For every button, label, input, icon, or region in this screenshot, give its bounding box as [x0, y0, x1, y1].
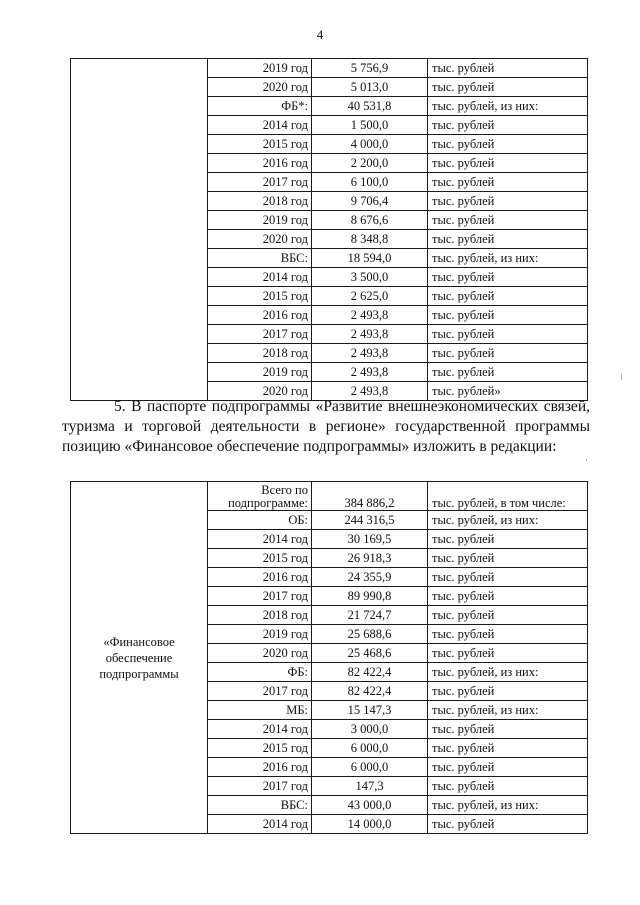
row-unit-cell: тыс. рублей — [428, 568, 588, 587]
row-unit-cell: тыс. рублей — [428, 173, 588, 192]
row-unit-cell: тыс. рублей — [428, 78, 588, 97]
table-row — [71, 59, 588, 78]
row-value-cell: 24 355,9 — [312, 568, 428, 587]
row-unit-cell: тыс. рублей, из них: — [428, 97, 588, 116]
row-value-cell: 2 493,8 — [312, 344, 428, 363]
row-unit-cell: тыс. рублей — [428, 815, 588, 834]
row-unit-cell: тыс. рублей, из них: — [428, 796, 588, 815]
row-label-cell: 2017 год — [208, 587, 312, 606]
amendment-paragraph — [62, 397, 590, 457]
scan-mark: · — [585, 455, 588, 465]
row-unit-cell: тыс. рублей — [428, 549, 588, 568]
row-value-cell: 6 000,0 — [312, 758, 428, 777]
row-label-cell: ФБ*: — [208, 97, 312, 116]
row-unit-cell: тыс. рублей — [428, 587, 588, 606]
row-unit-cell: тыс. рублей» — [428, 382, 588, 401]
row-unit-cell: тыс. рублей — [428, 287, 588, 306]
row-unit-cell: тыс. рублей — [428, 606, 588, 625]
row-value-cell: 2 493,8 — [312, 306, 428, 325]
row-value-cell: 15 147,3 — [312, 701, 428, 720]
row-label-cell: МБ: — [208, 701, 312, 720]
table-row — [71, 482, 588, 511]
row-value-cell: 3 000,0 — [312, 720, 428, 739]
row-label-cell: 2015 год — [208, 135, 312, 154]
row-value-cell: 244 316,5 — [312, 511, 428, 530]
row-label-cell: 2017 год — [208, 325, 312, 344]
row-unit-cell: тыс. рублей — [428, 59, 588, 78]
row-value-cell: 1 500,0 — [312, 116, 428, 135]
row-label-cell: 2014 год — [208, 815, 312, 834]
row-unit-cell: тыс. рублей — [428, 325, 588, 344]
row-unit-cell: тыс. рублей — [428, 268, 588, 287]
row-unit-cell: тыс. рублей — [428, 739, 588, 758]
scan-mark: ⁝ — [620, 372, 623, 382]
row-unit-cell: тыс. рублей — [428, 135, 588, 154]
row-unit-cell: тыс. рублей — [428, 154, 588, 173]
row-label-cell: 2018 год — [208, 192, 312, 211]
row-label-cell: 2019 год — [208, 363, 312, 382]
row-label-cell: ФБ: — [208, 663, 312, 682]
row-unit-cell: тыс. рублей — [428, 625, 588, 644]
row-value-cell: 5 756,9 — [312, 59, 428, 78]
row-value-cell: 25 688,6 — [312, 625, 428, 644]
row-unit-cell: тыс. рублей — [428, 682, 588, 701]
row-value-cell: 14 000,0 — [312, 815, 428, 834]
row-unit-cell: тыс. рублей — [428, 306, 588, 325]
row-value-cell: 30 169,5 — [312, 530, 428, 549]
row-label-cell: 2015 год — [208, 287, 312, 306]
row-value-cell: 2 493,8 — [312, 363, 428, 382]
row-unit-cell: тыс. рублей — [428, 530, 588, 549]
row-value-cell: 147,3 — [312, 777, 428, 796]
row-unit-cell: тыс. рублей, из них: — [428, 663, 588, 682]
row-value-cell: 2 493,8 — [312, 325, 428, 344]
row-unit-cell: тыс. рублей — [428, 116, 588, 135]
row-label-cell: 2018 год — [208, 344, 312, 363]
row-value-cell: 2 200,0 — [312, 154, 428, 173]
financing-table-continued — [70, 58, 588, 401]
row-label-cell: 2014 год — [208, 116, 312, 135]
row-label-cell: 2016 год — [208, 758, 312, 777]
row-label-cell: ОБ: — [208, 511, 312, 530]
row-unit-cell: тыс. рублей — [428, 644, 588, 663]
row-unit-cell: тыс. рублей, в том числе: — [428, 482, 588, 511]
row-unit-cell: тыс. рублей, из них: — [428, 511, 588, 530]
row-label-cell: 2014 год — [208, 720, 312, 739]
position-name-cell — [71, 59, 208, 401]
row-value-cell: 89 990,8 — [312, 587, 428, 606]
row-label-cell: 2020 год — [208, 230, 312, 249]
row-value-cell: 4 000,0 — [312, 135, 428, 154]
row-unit-cell: тыс. рублей — [428, 758, 588, 777]
row-value-cell: 2 625,0 — [312, 287, 428, 306]
row-value-cell: 5 013,0 — [312, 78, 428, 97]
row-label-cell: 2020 год — [208, 382, 312, 401]
row-value-cell: 6 100,0 — [312, 173, 428, 192]
row-unit-cell: тыс. рублей — [428, 230, 588, 249]
amendment-paragraph-text: 5. В паспорте подпрограммы «Развитие внешнеэкономических связей, туризма и торговой деятельности в регионе» государственной программы позицию «Финансовое обеспечение подпрограммы» изложить в редакции: — [62, 398, 590, 455]
row-label-cell: 2017 год — [208, 682, 312, 701]
row-value-cell: 25 468,6 — [312, 644, 428, 663]
row-unit-cell: тыс. рублей, из них: — [428, 249, 588, 268]
row-value-cell: 82 422,4 — [312, 663, 428, 682]
row-label-cell: 2020 год — [208, 78, 312, 97]
row-label-cell: 2016 год — [208, 306, 312, 325]
row-label-cell: 2018 год — [208, 606, 312, 625]
row-label-cell: 2016 год — [208, 568, 312, 587]
row-unit-cell: тыс. рублей — [428, 192, 588, 211]
row-value-cell: 40 531,8 — [312, 97, 428, 116]
row-unit-cell: тыс. рублей — [428, 720, 588, 739]
row-label-cell: ВБС: — [208, 796, 312, 815]
row-value-cell: 8 676,6 — [312, 211, 428, 230]
row-unit-cell: тыс. рублей — [428, 344, 588, 363]
row-value-cell: 26 918,3 — [312, 549, 428, 568]
row-label-cell: 2015 год — [208, 739, 312, 758]
row-label-cell: Всего по подпрограмме: — [208, 482, 312, 511]
row-value-cell: 6 000,0 — [312, 739, 428, 758]
page-number: 4 — [316, 27, 324, 42]
row-value-cell: 8 348,8 — [312, 230, 428, 249]
row-label-cell: 2015 год — [208, 549, 312, 568]
row-label-cell: 2019 год — [208, 59, 312, 78]
row-value-cell: 384 886,2 — [312, 482, 428, 511]
row-unit-cell: тыс. рублей — [428, 211, 588, 230]
row-label-cell: 2019 год — [208, 625, 312, 644]
row-value-cell: 43 000,0 — [312, 796, 428, 815]
row-value-cell: 18 594,0 — [312, 249, 428, 268]
row-value-cell: 82 422,4 — [312, 682, 428, 701]
row-unit-cell: тыс. рублей, из них: — [428, 701, 588, 720]
row-label-cell: 2017 год — [208, 173, 312, 192]
position-name-cell: «Финансовое обеспечение подпрограммы — [71, 482, 208, 834]
row-unit-cell: тыс. рублей — [428, 777, 588, 796]
row-value-cell: 2 493,8 — [312, 382, 428, 401]
row-label-cell: 2014 год — [208, 268, 312, 287]
row-label-cell: 2019 год — [208, 211, 312, 230]
row-value-cell: 3 500,0 — [312, 268, 428, 287]
row-label-cell: 2014 год — [208, 530, 312, 549]
row-unit-cell: тыс. рублей — [428, 363, 588, 382]
financing-table-new — [70, 481, 588, 834]
row-label-cell: 2016 год — [208, 154, 312, 173]
row-value-cell: 9 706,4 — [312, 192, 428, 211]
row-label-cell: ВБС: — [208, 249, 312, 268]
row-value-cell: 21 724,7 — [312, 606, 428, 625]
row-label-cell: 2017 год — [208, 777, 312, 796]
row-label-cell: 2020 год — [208, 644, 312, 663]
